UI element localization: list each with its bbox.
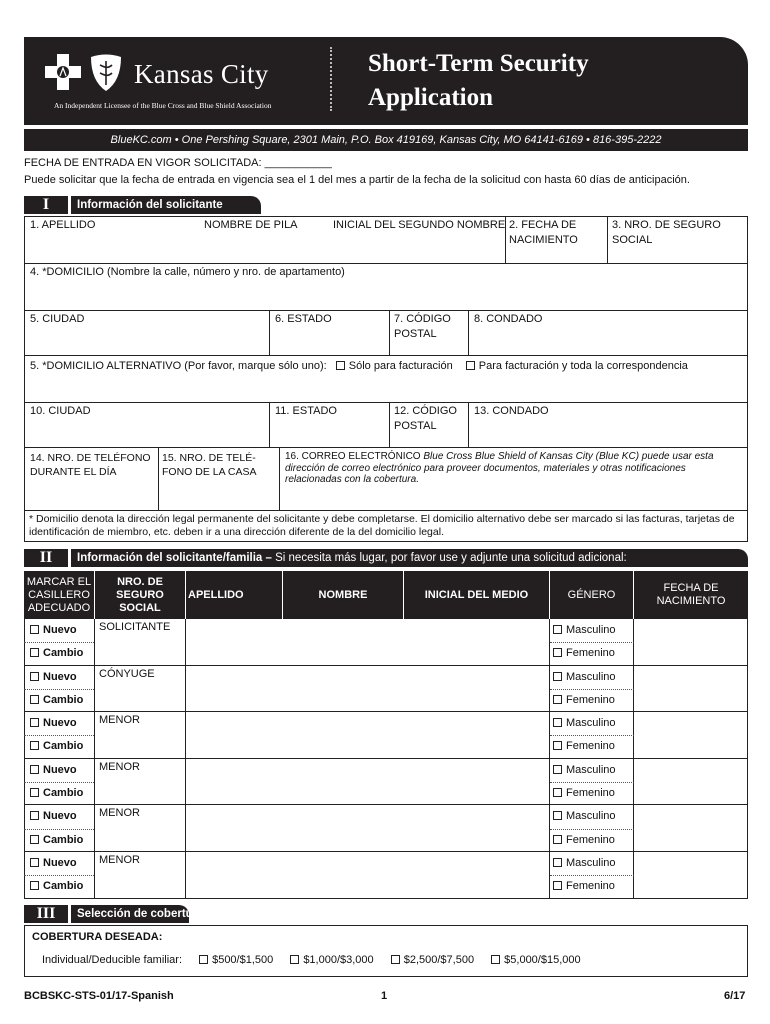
deductible-1000-checkbox[interactable] xyxy=(290,955,299,964)
male-label: Masculino xyxy=(566,763,616,776)
change-option xyxy=(30,646,83,661)
email-label xyxy=(285,451,743,486)
relation-label: MENOR xyxy=(99,714,140,727)
address-bar: BlueKC.com • One Pershing Square, 2301 Main, P.O. Box 419169, Kansas City, MO 64141-6169 • 816-395-2222 xyxy=(24,129,748,151)
row-divider xyxy=(24,829,94,830)
female-checkbox[interactable] xyxy=(553,835,562,844)
section3-title: Selección de cobertura xyxy=(71,905,189,923)
col-header-middle-initial: INICIAL DEL MEDIO xyxy=(404,571,549,619)
row-divider xyxy=(24,689,94,690)
alt-zip-label: 12. CÓDIGO POSTAL xyxy=(394,405,457,432)
deductible-2500-checkbox[interactable] xyxy=(391,955,400,964)
table-cell[interactable] xyxy=(185,619,550,666)
relation-label: MENOR xyxy=(99,760,140,773)
change-option xyxy=(30,833,83,848)
male-option xyxy=(553,856,616,871)
new-checkbox[interactable] xyxy=(30,765,39,774)
male-option xyxy=(553,716,616,731)
table-row xyxy=(24,759,748,806)
bcbs-logo xyxy=(44,53,304,113)
section1-number: I xyxy=(24,196,68,214)
change-label: Cambio xyxy=(43,787,84,800)
middle-initial-label: INICIAL DEL SEGUNDO NOMBRE xyxy=(333,219,506,231)
table-cell[interactable] xyxy=(185,805,550,852)
table-cell[interactable] xyxy=(633,805,748,852)
row-divider xyxy=(550,642,634,643)
table-cell[interactable] xyxy=(185,666,550,713)
male-option xyxy=(553,809,616,824)
new-label: Nuevo xyxy=(43,857,77,869)
form-date: 6/17 xyxy=(724,990,746,1002)
home-phone-label: 15. NRO. DE TELÉ- FONO DE LA CASA xyxy=(162,452,257,478)
alt-state-label: 11. ESTADO xyxy=(275,405,337,417)
alt-county-label: 13. CONDADO xyxy=(474,405,549,417)
row-divider xyxy=(24,735,94,736)
birth-date-label: 2. FECHA DE NACIMIENTO xyxy=(509,219,578,246)
address-footnote: * Domicilio denota la dirección legal permanente del solicitante y debe completarse. El domicilio alternativo debe ser marcado si las facturas, tarjetas de identificación de miembro, etc. deben ir a una dirección diferente de la del domicilio legal. xyxy=(29,513,735,538)
male-checkbox[interactable] xyxy=(553,672,562,681)
deductible-1000-label: $1,000/$3,000 xyxy=(303,954,374,966)
effective-date-note: Puede solicitar que la fecha de entrada en vigencia sea el 1 del mes a partir de la fecha de la solicitud con hasta 60 días de anticipación. xyxy=(24,174,690,186)
change-option xyxy=(30,739,83,754)
male-label: Masculino xyxy=(566,670,616,683)
new-label: Nuevo xyxy=(43,763,77,776)
section2-title-rest: Si necesita más lugar, por favor use y adjunte una solicitud adicional: xyxy=(271,552,627,564)
deductible-label: Individual/Deducible familiar: xyxy=(42,954,183,966)
female-label: Femenino xyxy=(566,647,615,660)
female-checkbox[interactable] xyxy=(553,881,562,890)
new-option xyxy=(30,763,77,778)
licensee-text: An Independent Licensee of the Blue Cross and Blue Shield Association xyxy=(54,101,272,110)
female-label: Femenino xyxy=(566,787,615,800)
relation-label: CÓNYUGE xyxy=(99,667,155,680)
female-checkbox[interactable] xyxy=(553,695,562,704)
billing-only-label: Sólo para facturación xyxy=(348,360,453,372)
table-row xyxy=(24,805,748,852)
section2-number: II xyxy=(24,549,68,567)
table-row xyxy=(24,712,748,759)
deductible-2500-label: $2,500/$7,500 xyxy=(403,954,475,966)
new-option xyxy=(30,623,77,638)
col-header-ssn: NRO. DE SEGURO SOCIAL xyxy=(95,571,185,619)
male-checkbox[interactable] xyxy=(553,858,562,867)
change-option xyxy=(30,786,83,801)
new-option xyxy=(30,716,77,731)
table-cell[interactable] xyxy=(185,852,550,899)
effective-date-field[interactable]: FECHA DE ENTRADA EN VIGOR SOLICITADA: ___________ xyxy=(24,157,332,169)
male-label: Masculino xyxy=(566,810,616,823)
change-option xyxy=(30,879,83,894)
county-label: 8. CONDADO xyxy=(474,313,543,325)
change-label: Cambio xyxy=(43,647,84,660)
col-header-first-name: NOMBRE xyxy=(283,571,403,619)
billing-all-label: Para facturación y toda la correspondencia xyxy=(478,360,688,372)
new-checkbox[interactable] xyxy=(30,625,39,634)
section2-title-bold: Información del solicitante/familia – xyxy=(77,552,272,564)
new-option xyxy=(30,856,77,871)
relation-label: SOLICITANTE xyxy=(99,621,171,633)
row-divider xyxy=(550,735,634,736)
last-name-label: 1. APELLIDO xyxy=(30,219,96,231)
new-label: Nuevo xyxy=(43,810,77,823)
change-checkbox[interactable] xyxy=(30,788,39,797)
state-label: 6. ESTADO xyxy=(275,313,332,325)
section2-title xyxy=(71,549,748,567)
col-header-last-name: APELLIDO xyxy=(186,571,282,619)
female-option xyxy=(553,833,615,848)
male-checkbox[interactable] xyxy=(553,765,562,774)
row-divider xyxy=(24,782,94,783)
table-cell[interactable] xyxy=(633,712,748,759)
billing-all-checkbox[interactable] xyxy=(466,361,475,370)
section3-number: III xyxy=(24,905,68,923)
page-number: 1 xyxy=(381,990,388,1002)
female-label: Femenino xyxy=(566,880,615,893)
change-checkbox[interactable] xyxy=(30,648,39,657)
table-cell[interactable] xyxy=(633,619,748,666)
male-checkbox[interactable] xyxy=(553,625,562,634)
relation-label: MENOR xyxy=(99,807,140,820)
deductible-5000-checkbox[interactable] xyxy=(491,955,500,964)
female-option xyxy=(553,646,615,661)
table-cell[interactable] xyxy=(185,712,550,759)
change-checkbox[interactable] xyxy=(30,741,39,750)
male-checkbox[interactable] xyxy=(553,718,562,727)
row-divider xyxy=(24,642,94,643)
female-option xyxy=(553,693,615,708)
row-divider xyxy=(550,875,634,876)
header-banner xyxy=(24,37,748,125)
row-divider xyxy=(550,782,634,783)
blue-shield-icon xyxy=(88,53,124,93)
email-label-text: 16. CORREO ELECTRÓNICO xyxy=(285,451,421,462)
col-header-checkbox: MARCAR EL CASILLERO ADECUADO xyxy=(24,571,94,619)
row-divider xyxy=(550,829,634,830)
form-title xyxy=(368,47,589,115)
first-name-label: NOMBRE DE PILA xyxy=(204,219,298,231)
female-label: Femenino xyxy=(566,740,615,753)
change-checkbox[interactable] xyxy=(30,881,39,890)
male-label: Masculino xyxy=(566,857,616,869)
male-option xyxy=(553,623,616,638)
new-checkbox[interactable] xyxy=(30,718,39,727)
deductible-500-checkbox[interactable] xyxy=(199,955,208,964)
section1-title: Información del solicitante xyxy=(71,196,261,214)
new-checkbox[interactable] xyxy=(30,858,39,867)
new-label: Nuevo xyxy=(43,624,77,636)
female-checkbox[interactable] xyxy=(553,788,562,797)
table-cell[interactable] xyxy=(633,852,748,899)
change-label: Cambio xyxy=(43,693,84,706)
alt-address-label xyxy=(30,359,688,374)
deductible-row xyxy=(42,953,581,968)
address-label: 4. *DOMICILIO (Nombre la calle, número y nro. de apartamento) xyxy=(30,266,345,278)
alt-city-label: 10. CIUDAD xyxy=(30,405,91,417)
male-option xyxy=(553,670,616,685)
email-note: Blue Cross Blue Shield of Kansas City (Blue KC) puede usar esta dirección de correo electrónico para proveer documentos, materiales y otras notificaciones relacionadas con la cobertura. xyxy=(285,451,714,485)
form-title-line1: Short-Term Security xyxy=(368,50,589,77)
female-option xyxy=(553,879,615,894)
row-divider xyxy=(24,875,94,876)
table-row xyxy=(24,619,748,666)
female-option xyxy=(553,786,615,801)
new-label: Nuevo xyxy=(43,670,77,683)
change-checkbox[interactable] xyxy=(30,695,39,704)
new-checkbox[interactable] xyxy=(30,811,39,820)
table-row xyxy=(24,852,748,899)
city-label: 5. CIUDAD xyxy=(30,313,85,325)
form-title-line2: Application xyxy=(368,84,494,111)
billing-only-checkbox[interactable] xyxy=(336,361,345,370)
org-name: Kansas City xyxy=(134,59,269,89)
male-label: Masculino xyxy=(566,717,616,730)
ssn-label: 3. NRO. DE SEGURO SOCIAL xyxy=(612,219,721,246)
new-option xyxy=(30,670,77,685)
male-checkbox[interactable] xyxy=(553,811,562,820)
change-label: Cambio xyxy=(43,833,84,846)
change-option xyxy=(30,693,83,708)
zip-label: 7. CÓDIGO POSTAL xyxy=(394,313,451,340)
coverage-label: COBERTURA DESEADA: xyxy=(32,931,163,943)
deductible-500-label: $500/$1,500 xyxy=(212,954,274,966)
relation-label: MENOR xyxy=(99,854,140,866)
new-option xyxy=(30,809,77,824)
change-checkbox[interactable] xyxy=(30,835,39,844)
table-cell[interactable] xyxy=(185,759,550,806)
header-divider xyxy=(330,47,332,111)
deductible-5000-label: $5,000/$15,000 xyxy=(504,954,581,966)
table-row xyxy=(24,666,748,713)
row-divider xyxy=(550,689,634,690)
male-option xyxy=(553,763,616,778)
new-label: Nuevo xyxy=(43,717,77,730)
change-label: Cambio xyxy=(43,880,84,893)
alt-address-label-text: 5. *DOMICILIO ALTERNATIVO (Por favor, marque sólo uno): xyxy=(30,360,327,372)
table-cell[interactable] xyxy=(633,759,748,806)
change-label: Cambio xyxy=(43,740,84,753)
form-id: BCBSKC-STS-01/17-Spanish xyxy=(24,990,174,1002)
table-cell[interactable] xyxy=(633,666,748,713)
female-checkbox[interactable] xyxy=(553,741,562,750)
female-label: Femenino xyxy=(566,693,615,706)
new-checkbox[interactable] xyxy=(30,672,39,681)
day-phone-label: 14. NRO. DE TELÉFONO DURANTE EL DÍA xyxy=(30,452,151,478)
col-header-birth-date: FECHA DE NACIMIENTO xyxy=(634,571,748,619)
male-label: Masculino xyxy=(566,624,616,636)
female-label: Femenino xyxy=(566,833,615,846)
col-header-gender: GÉNERO xyxy=(550,571,633,619)
female-checkbox[interactable] xyxy=(553,648,562,657)
female-option xyxy=(553,739,615,754)
blue-cross-icon xyxy=(44,53,82,91)
